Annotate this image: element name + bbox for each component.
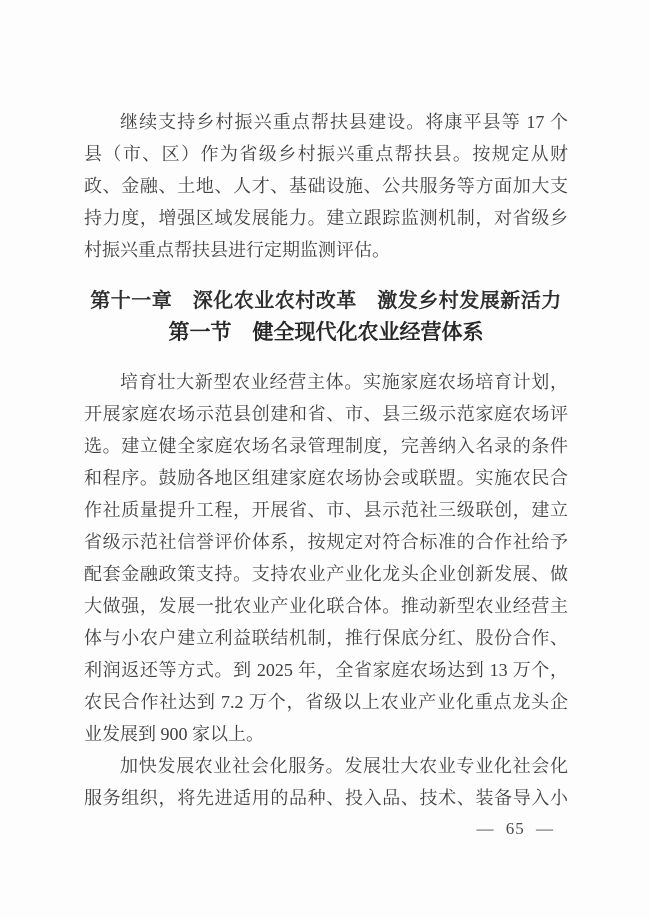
- text-line: 利润返还等方式。到 2025 年，全省家庭农场达到 13 万个，: [84, 660, 568, 680]
- text-line: 加快发展农业社会化服务。发展壮大农业专业化社会化: [120, 756, 568, 776]
- text-line: 县（市、区）作为省级乡村振兴重点帮扶县。按规定从财: [84, 144, 568, 164]
- text-line: 体与小农户建立利益联结机制，推行保底分红、股份合作、: [84, 628, 568, 648]
- text-line: 农民合作社达到 7.2 万个，省级以上农业产业化重点龙头企: [84, 692, 568, 712]
- chapter-heading: 第十一章 深化农业农村改革 激发乡村发展新活力: [90, 290, 562, 312]
- text-line: 作社质量提升工程，开展省、市、县示范社三级联创，建立: [84, 500, 568, 520]
- document-content: [84, 106, 568, 814]
- paragraph: [84, 750, 568, 814]
- text-line: 村振兴重点帮扶县进行定期监测评估。: [84, 240, 390, 260]
- text-line: 和程序。鼓励各地区组建家庭农场协会或联盟。实施农民合: [84, 468, 568, 488]
- text-line: 开展家庭农场示范县创建和省、市、县三级示范家庭农场评: [84, 404, 568, 424]
- paragraph: [84, 106, 568, 266]
- paragraph: [84, 366, 568, 750]
- text-line: 配套金融政策支持。支持农业产业化龙头企业创新发展、做: [84, 564, 568, 584]
- section-heading: 第一节 健全现代化农业经营体系: [168, 321, 484, 344]
- text-line: 服务组织，将先进适用的品种、投入品、技术、装备导入小: [84, 788, 568, 808]
- text-line: 选。建立健全家庭农场名录管理制度，完善纳入名录的条件: [84, 436, 568, 456]
- text-line: 培育壮大新型农业经营主体。实施家庭农场培育计划，: [120, 372, 568, 392]
- text-line: 大做强，发展一批农业产业化联合体。推动新型农业经营主: [84, 596, 568, 616]
- page-number: — 65 —: [476, 819, 554, 838]
- text-line: 业发展到 900 家以上。: [84, 724, 264, 744]
- text-line: 政、金融、土地、人才、基础设施、公共服务等方面加大支: [84, 176, 568, 196]
- text-line: 省级示范社信誉评价体系，按规定对符合标准的合作社给予: [84, 532, 568, 552]
- text-line: 继续支持乡村振兴重点帮扶县建设。将康平县等 17 个: [120, 112, 568, 132]
- text-line: 持力度，增强区域发展能力。建立跟踪监测机制，对省级乡: [84, 208, 568, 228]
